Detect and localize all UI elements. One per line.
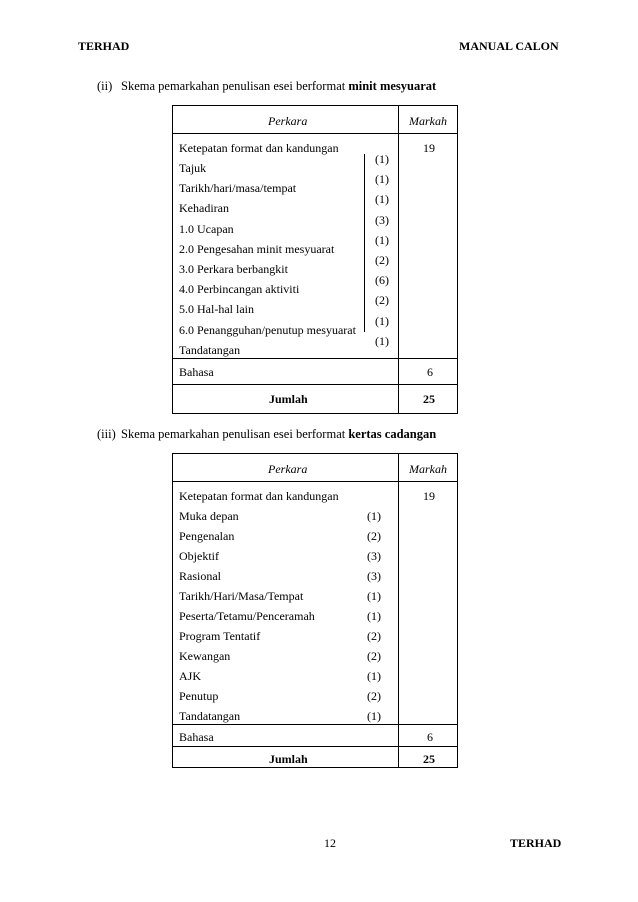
- item-label: Objektif: [179, 549, 219, 563]
- item-mark: (1): [367, 509, 381, 523]
- item-label: Kewangan: [179, 649, 231, 663]
- item-mark: (2): [367, 529, 381, 543]
- item-label: AJK: [179, 669, 202, 683]
- item-label: Tarikh/hari/masa/tempat: [179, 181, 297, 196]
- item-label: Tandatangan: [179, 709, 241, 723]
- item-mark: (3): [367, 569, 381, 583]
- item-mark: (1): [367, 669, 381, 683]
- item-label: Tandatangan: [179, 342, 241, 357]
- section-ii-number: (ii): [97, 79, 113, 93]
- jumlah-label: Jumlah: [269, 392, 308, 406]
- item-mark: (1): [375, 192, 389, 207]
- section-ii-text: Skema pemarkahan penulisan esei berformat: [121, 79, 349, 93]
- page-number: 12: [324, 836, 336, 850]
- header-right: MANUAL CALON: [459, 39, 559, 53]
- col-header-perkara: Perkara: [268, 462, 308, 476]
- item-mark: (1): [367, 609, 381, 623]
- item-label: 2.0 Pengesahan minit mesyuarat: [179, 241, 335, 256]
- content-total: 19: [423, 489, 435, 503]
- item-mark: (2): [375, 253, 389, 267]
- section-iii-heading: [97, 427, 436, 442]
- item-label: Kehadiran: [179, 201, 229, 216]
- section-iii-number: (iii): [97, 427, 116, 441]
- item-mark: (1): [375, 152, 389, 166]
- item-mark: (2): [367, 629, 381, 643]
- section-iii-text: Skema pemarkahan penulisan esei berformat: [121, 427, 349, 441]
- item-label: Muka depan: [179, 509, 239, 523]
- item-mark: (1): [375, 333, 389, 348]
- jumlah-mark: 25: [423, 392, 435, 406]
- item-label: 3.0 Perkara berbangkit: [179, 262, 288, 276]
- section-ii-heading: [97, 79, 436, 94]
- item-label: Penutup: [179, 689, 219, 703]
- item-label: 5.0 Hal-hal lain: [179, 302, 254, 317]
- item-label: Tajuk: [179, 161, 207, 175]
- item-mark: (1): [375, 172, 389, 187]
- content-title: Ketepatan format dan kandungan: [179, 489, 339, 503]
- bahasa-label: Bahasa: [179, 365, 214, 379]
- item-label: 1.0 Ucapan: [179, 221, 234, 236]
- item-label: Rasional: [179, 569, 221, 583]
- item-label: 6.0 Penangguhan/penutup mesyuarat: [179, 322, 356, 337]
- item-mark: (6): [375, 273, 389, 288]
- col-header-perkara: Perkara: [268, 114, 308, 128]
- item-mark: (1): [367, 589, 381, 603]
- jumlah-label: Jumlah: [269, 752, 308, 766]
- header-left: TERHAD: [78, 39, 130, 53]
- table-kertas-cadangan: [172, 453, 458, 768]
- item-mark: (2): [367, 689, 381, 703]
- item-mark: (3): [367, 549, 381, 563]
- bahasa-mark: 6: [427, 730, 433, 744]
- item-mark: (2): [367, 649, 381, 663]
- section-iii-bold: kertas cadangan: [348, 427, 437, 441]
- item-mark: (3): [375, 212, 389, 227]
- jumlah-mark: 25: [423, 752, 435, 766]
- content-title: Ketepatan format dan kandungan: [179, 141, 339, 155]
- item-label: Tarikh/Hari/Masa/Tempat: [179, 589, 304, 603]
- bahasa-label: Bahasa: [179, 730, 214, 744]
- table-minit-mesyuarat: [172, 105, 458, 414]
- item-label: 4.0 Perbincangan aktiviti: [179, 282, 300, 297]
- item-mark: (1): [375, 313, 389, 328]
- col-header-markah: Markah: [409, 114, 447, 128]
- item-mark: (2): [375, 293, 389, 308]
- item-label: Program Tentatif: [179, 629, 261, 643]
- content-total: 19: [423, 141, 435, 155]
- item-mark: (1): [375, 232, 389, 247]
- item-mark: (1): [367, 709, 381, 723]
- footer-right: TERHAD: [510, 836, 562, 850]
- bahasa-mark: 6: [427, 365, 433, 379]
- section-ii-bold: minit mesyuarat: [348, 79, 437, 93]
- item-label: Pengenalan: [179, 529, 235, 543]
- marks-bracket: [364, 154, 365, 332]
- item-label: Peserta/Tetamu/Penceramah: [179, 609, 315, 623]
- col-header-markah: Markah: [409, 462, 447, 476]
